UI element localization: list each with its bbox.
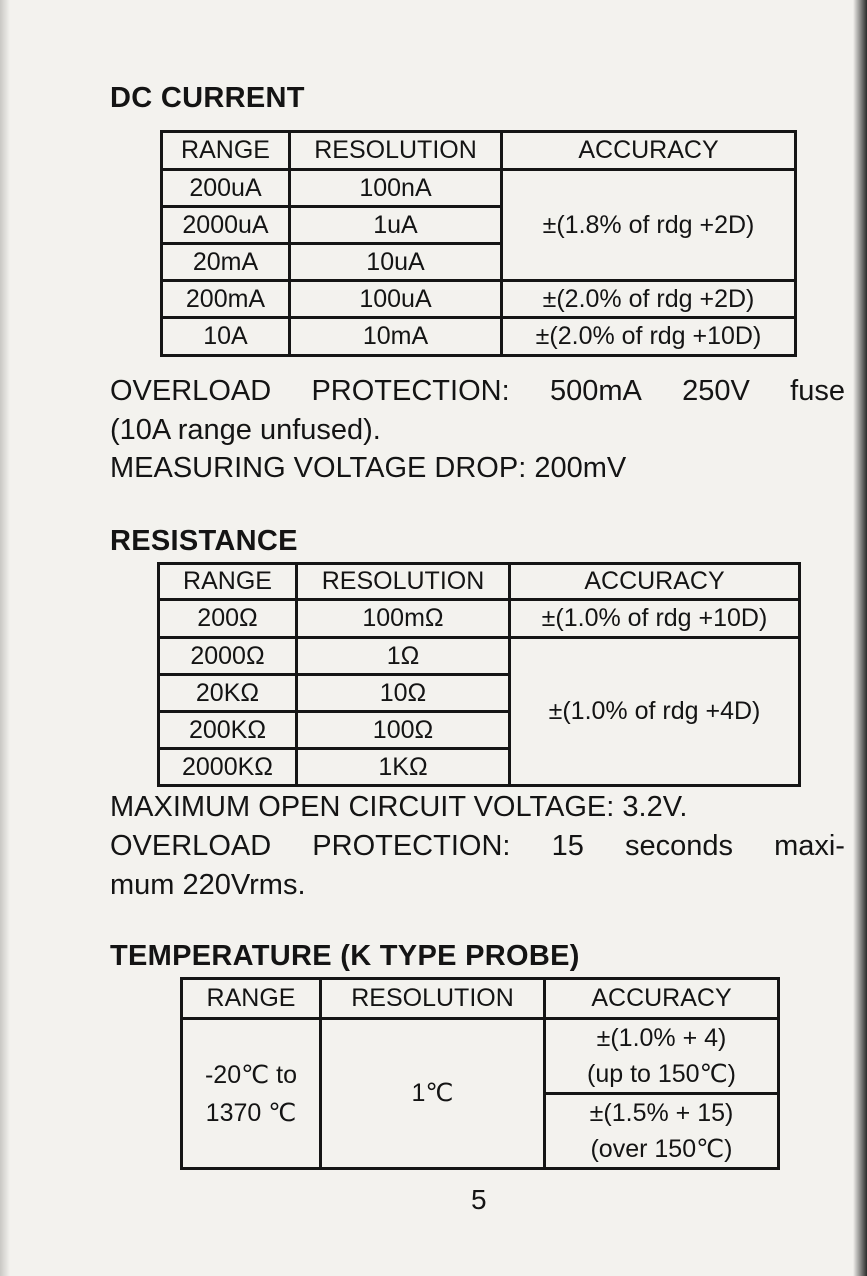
word: 15 (551, 830, 584, 862)
page-number: 5 (471, 1184, 487, 1215)
resolution-cell: 10mA (290, 318, 502, 356)
accuracy-cell: ±(2.0% of rdg +10D) (502, 318, 796, 356)
accuracy-cell (545, 1094, 779, 1169)
header-resolution: RESOLUTION (297, 564, 510, 600)
accuracy-cell: ±(2.0% of rdg +2D) (502, 281, 796, 318)
range-cell: 2000KΩ (159, 749, 297, 786)
resolution-cell: 1KΩ (297, 749, 510, 786)
accuracy-cell (545, 1019, 779, 1094)
resolution-cell: 1uA (290, 207, 502, 244)
range-cell (182, 1019, 321, 1169)
resolution-cell: 1℃ (321, 1019, 545, 1169)
range-cell: 10A (162, 318, 290, 356)
accuracy-cell: ±(1.0% of rdg +4D) (510, 638, 800, 786)
res-overload-line1 (110, 827, 845, 865)
word: 250V (682, 375, 750, 407)
dc-overload-line2: (10A range unfused). (110, 414, 381, 446)
header-resolution: RESOLUTION (321, 979, 545, 1019)
range-cell: 20mA (162, 244, 290, 281)
range-cell: 200Ω (159, 600, 297, 638)
page-edge-left (0, 0, 10, 1276)
table-row (162, 170, 796, 207)
table-row (182, 1019, 779, 1094)
resolution-cell: 100uA (290, 281, 502, 318)
range-line1: -20℃ to (204, 1060, 297, 1089)
header-range: RANGE (159, 564, 297, 600)
resistance-heading: RESISTANCE (110, 525, 298, 557)
range-cell: 200mA (162, 281, 290, 318)
header-range: RANGE (182, 979, 321, 1019)
range-cell: 2000uA (162, 207, 290, 244)
dc-current-heading: DC CURRENT (110, 82, 305, 114)
dc-overload-line1 (110, 372, 845, 410)
range-cell: 20KΩ (159, 675, 297, 712)
res-overload-line2: mum 220Vrms. (110, 869, 306, 901)
word: OVERLOAD (110, 375, 272, 407)
table-row (162, 318, 796, 356)
resistance-table (157, 562, 801, 787)
range-cell: 200KΩ (159, 712, 297, 749)
accuracy-line2: (over 150℃) (590, 1135, 733, 1163)
header-accuracy: ACCURACY (510, 564, 800, 600)
table-header-row (182, 979, 779, 1019)
word: OVERLOAD (110, 830, 272, 862)
temperature-table (180, 977, 780, 1170)
accuracy-cell: ±(1.0% of rdg +10D) (510, 600, 800, 638)
word: seconds (624, 830, 733, 862)
header-accuracy: ACCURACY (545, 979, 779, 1019)
table-header-row (159, 564, 800, 600)
dc-voltage-drop: MEASURING VOLTAGE DROP: 200mV (110, 452, 627, 484)
page-edge-right (853, 0, 867, 1276)
range-cell: 2000Ω (159, 638, 297, 675)
max-open-circuit-voltage: MAXIMUM OPEN CIRCUIT VOLTAGE: 3.2V. (110, 791, 688, 823)
table-row (162, 281, 796, 318)
range-cell: 200uA (162, 170, 290, 207)
temperature-heading: TEMPERATURE (K TYPE PROBE) (110, 940, 580, 972)
resolution-cell: 100mΩ (297, 600, 510, 638)
accuracy-line1: ±(1.5% + 15) (589, 1099, 734, 1127)
resolution-cell: 100Ω (297, 712, 510, 749)
table-header-row (162, 132, 796, 170)
word: PROTECTION: (312, 830, 511, 862)
table-row (159, 600, 800, 638)
resolution-cell: 1Ω (297, 638, 510, 675)
word: 500mA (549, 375, 642, 407)
resolution-cell: 100nA (290, 170, 502, 207)
table-row (159, 638, 800, 675)
dc-current-table (160, 130, 797, 357)
accuracy-cell: ±(1.8% of rdg +2D) (502, 170, 796, 281)
range-line2: 1370 ℃ (205, 1098, 297, 1127)
header-resolution: RESOLUTION (290, 132, 502, 170)
header-range: RANGE (162, 132, 290, 170)
resolution-cell: 10uA (290, 244, 502, 281)
header-accuracy: ACCURACY (502, 132, 796, 170)
accuracy-line1: ±(1.0% + 4) (596, 1024, 727, 1052)
word: maxi- (774, 830, 845, 862)
resolution-cell: 10Ω (297, 675, 510, 712)
word: PROTECTION: (311, 375, 510, 407)
word: fuse (790, 375, 845, 407)
accuracy-line2: (up to 150℃) (587, 1060, 736, 1088)
